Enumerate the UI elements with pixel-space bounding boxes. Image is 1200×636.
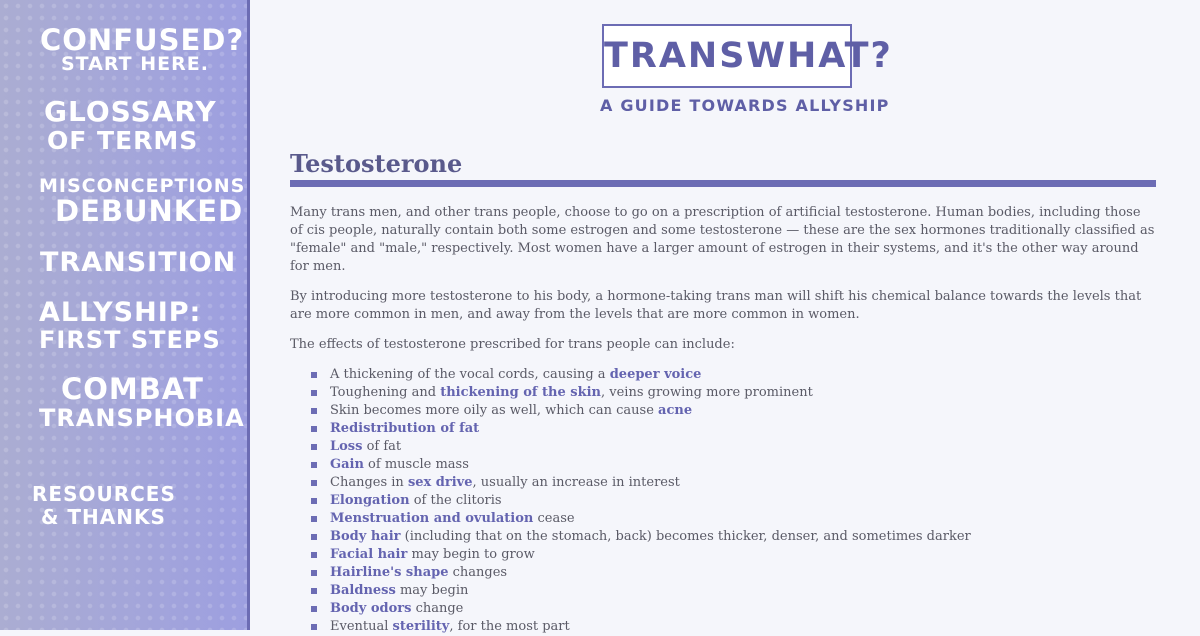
effect-list-item bbox=[310, 546, 1156, 564]
effect-text: Toughening and bbox=[330, 385, 441, 400]
glossary-term-link[interactable]: thickening of the skin bbox=[440, 385, 601, 400]
effect-list-item bbox=[310, 492, 1156, 510]
effect-text: (including that on the stomach, back) becomes thicker, denser, and sometimes darker bbox=[400, 529, 971, 544]
nav-link-line: DEBUNKED bbox=[55, 194, 244, 228]
main-content bbox=[290, 148, 1156, 636]
effect-text: of the clitoris bbox=[409, 493, 502, 508]
glossary-term-link[interactable]: deeper voice bbox=[609, 367, 702, 382]
effect-list-item bbox=[310, 384, 1156, 402]
nav-link-line: RESOURCES bbox=[32, 482, 176, 506]
nav-link-line: FIRST STEPS bbox=[39, 326, 221, 354]
intro-paragraph: Many trans men, and other trans people, choose to go on a prescription of artificial testosterone. Human bodies, including those of cis people, naturally contain both some estrogen and some testosterone — these are the sex hormones traditionally classified as "female" and "male," respectively. Most women have a larger amount of estrogen in their systems, and it's the other way around for men. bbox=[290, 205, 1155, 274]
glossary-term-link[interactable]: Hairline's shape bbox=[330, 565, 449, 580]
nav-link-combat-transphobia[interactable] bbox=[0, 372, 247, 432]
glossary-term-link[interactable]: Menstruation and ovulation bbox=[330, 511, 534, 526]
nav-link-misconceptions[interactable] bbox=[0, 177, 247, 226]
effect-list-item bbox=[310, 456, 1156, 474]
site-logo[interactable] bbox=[602, 24, 893, 88]
effect-list-item bbox=[310, 600, 1156, 618]
effect-text: may begin bbox=[395, 583, 469, 598]
glossary-term-link[interactable]: acne bbox=[658, 403, 693, 418]
effect-list-item bbox=[310, 366, 1156, 384]
page-title: Testosterone bbox=[290, 148, 1156, 187]
nav-link-line: CONFUSED? bbox=[40, 23, 245, 57]
nav-link-transition[interactable] bbox=[0, 249, 247, 276]
nav-link-glossary[interactable] bbox=[0, 95, 247, 155]
hormone-balance-paragraph: By introducing more testosterone to his body, a hormone-taking trans man will shift his chemical balance towards the levels that are more common in men, and away from the levels that are more common in women. bbox=[290, 289, 1142, 322]
effect-text: of muscle mass bbox=[363, 457, 469, 472]
effect-text: cease bbox=[533, 511, 575, 526]
effect-text: may begin to grow bbox=[407, 547, 535, 562]
effect-text: Changes in bbox=[330, 475, 408, 490]
nav-link-line: GLOSSARY bbox=[44, 95, 217, 128]
glossary-term-link[interactable]: Body hair bbox=[330, 529, 401, 544]
sidebar-nav bbox=[0, 0, 250, 630]
glossary-term-link[interactable]: Body odors bbox=[330, 601, 412, 616]
glossary-term-link[interactable]: Facial hair bbox=[330, 547, 408, 562]
effects-list bbox=[290, 366, 1156, 636]
glossary-term-link[interactable]: Loss bbox=[330, 439, 363, 454]
nav-link-resources[interactable] bbox=[0, 484, 247, 527]
effects-intro-paragraph: The effects of testosterone prescribed for trans people can include: bbox=[290, 337, 735, 352]
effect-list-item bbox=[310, 474, 1156, 492]
effect-text: Eventual bbox=[330, 619, 393, 634]
effect-text: A thickening of the vocal cords, causing a bbox=[330, 367, 610, 382]
nav-link-line: & THANKS bbox=[41, 505, 166, 529]
effect-text: changes bbox=[448, 565, 508, 580]
nav-link-confused-start-here[interactable] bbox=[0, 23, 247, 75]
glossary-term-link[interactable]: Baldness bbox=[330, 583, 396, 598]
effect-text: Skin becomes more oily as well, which can cause bbox=[330, 403, 659, 418]
effect-text: of fat bbox=[362, 439, 402, 454]
effect-list-item bbox=[310, 402, 1156, 420]
nav-link-line: OF TERMS bbox=[47, 126, 199, 155]
nav-link-line: TRANSITION bbox=[40, 247, 237, 278]
effect-list-item bbox=[310, 438, 1156, 456]
glossary-term-link[interactable]: sterility bbox=[392, 619, 450, 634]
effect-text: , for the most part bbox=[449, 619, 570, 634]
glossary-term-link[interactable]: sex drive bbox=[407, 475, 473, 490]
effect-list-item bbox=[310, 582, 1156, 600]
site-tagline: A GUIDE TOWARDS ALLYSHIP bbox=[600, 96, 890, 115]
effect-list-item bbox=[310, 564, 1156, 582]
effect-list-item bbox=[310, 510, 1156, 528]
effect-list-item bbox=[310, 528, 1156, 546]
logo-text: TRANSWHAT? bbox=[604, 36, 893, 76]
effect-text: , veins growing more prominent bbox=[601, 385, 813, 400]
effect-list-item bbox=[310, 618, 1156, 636]
nav-link-line: MISCONCEPTIONS bbox=[39, 175, 246, 197]
glossary-term-link[interactable]: Elongation bbox=[330, 493, 410, 508]
nav-link-line: START HERE. bbox=[61, 53, 209, 75]
nav-link-line: ALLYSHIP: bbox=[39, 297, 202, 328]
nav-link-line: TRANSPHOBIA bbox=[39, 404, 245, 432]
effect-list-item bbox=[310, 420, 1156, 438]
nav-link-allyship[interactable] bbox=[0, 299, 247, 352]
glossary-term-link[interactable]: Redistribution of fat bbox=[330, 421, 480, 436]
nav-link-line: COMBAT bbox=[61, 372, 204, 406]
glossary-term-link[interactable]: Gain bbox=[330, 457, 364, 472]
effect-text: , usually an increase in interest bbox=[472, 475, 680, 490]
effect-text: change bbox=[411, 601, 464, 616]
